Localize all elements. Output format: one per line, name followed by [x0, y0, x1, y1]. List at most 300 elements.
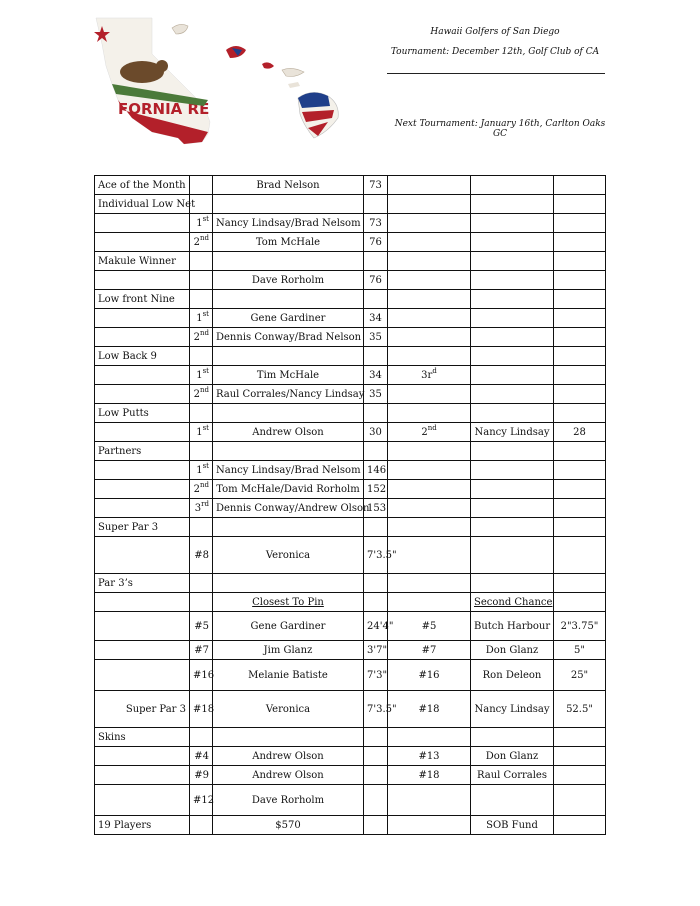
table-cell-c7: [554, 252, 606, 271]
table-cell-c1: [95, 612, 190, 641]
table-cell-c6: [471, 423, 554, 442]
table-row: [95, 537, 606, 574]
table-cell-c3: [213, 195, 364, 214]
table-cell-c5: [388, 214, 471, 233]
cell-text: #7: [194, 644, 209, 656]
cell-text: 34: [369, 312, 382, 324]
table-cell-c6: [471, 290, 554, 309]
table-cell-c5: [388, 728, 471, 747]
table-cell-c1: [95, 480, 190, 499]
table-cell-c7: [554, 271, 606, 290]
table-cell-c1: [95, 176, 190, 195]
table-cell-c7: [554, 747, 606, 766]
table-cell-c7: [554, 660, 606, 691]
cell-text: Nancy Lindsay/Brad Nelsom: [216, 217, 361, 229]
table-cell-c4: [364, 691, 397, 728]
table-cell-c3: [213, 518, 364, 537]
table-cell-c2: [190, 593, 213, 612]
ordinal-suffix: nd: [200, 480, 209, 489]
table-cell-c3: [213, 728, 364, 747]
table-cell-c5: [388, 233, 471, 252]
table-cell-c2: [190, 537, 213, 574]
table-row: [95, 214, 606, 233]
cell-text: 1: [196, 426, 203, 438]
table-row: [95, 728, 606, 747]
cell-text: #18: [193, 703, 215, 715]
cell-text: #8: [194, 549, 209, 561]
cell-text: Jim Glanz: [263, 644, 313, 656]
cell-text: Gene Gardiner: [250, 312, 326, 324]
table-cell-c1: [95, 195, 196, 214]
table-cell-c3: [213, 271, 364, 290]
table-row: [95, 328, 606, 347]
table-cell-c3: [213, 593, 364, 612]
table-cell-c4: [364, 252, 388, 271]
table-cell-c1: [95, 785, 190, 816]
table-cell-c1: [95, 499, 190, 518]
cell-text: Brad Nelson: [256, 179, 320, 191]
table-cell-c6: [471, 214, 554, 233]
table-cell-c1: [95, 328, 190, 347]
table-cell-c2: [190, 442, 213, 461]
cell-text: Second Chance: [474, 596, 553, 608]
table-cell-c6: [471, 404, 554, 423]
table-cell-c5: [388, 442, 471, 461]
cell-text: $570: [275, 819, 301, 831]
table-cell-c7: [554, 366, 606, 385]
california-hawaii-logo: [92, 14, 352, 154]
cell-text: #18: [418, 769, 440, 781]
cell-text: Par 3’s: [98, 577, 133, 589]
table-cell-c4: [364, 612, 394, 641]
table-cell-c6: [471, 385, 554, 404]
cell-text: Nancy Lindsay: [474, 426, 550, 438]
table-cell-c1: [95, 766, 190, 785]
table-cell-c3: [213, 385, 364, 404]
ordinal-suffix: st: [202, 309, 209, 318]
cell-text: Nancy Lindsay/Brad Nelsom: [216, 464, 361, 476]
table-cell-c2: [190, 691, 213, 728]
table-cell-c4: [364, 347, 388, 366]
table-cell-c4: [364, 423, 388, 442]
table-cell-c5: [388, 347, 471, 366]
cell-text: 19 Players: [98, 819, 152, 831]
table-cell-c7: [554, 423, 606, 442]
table-row: [95, 480, 606, 499]
table-cell-c4: [364, 641, 388, 660]
table-cell-c3: [213, 290, 364, 309]
table-cell-c5: [388, 612, 471, 641]
cell-text: Nancy Lindsay: [474, 703, 550, 715]
table-cell-c4: [364, 518, 388, 537]
table-cell-c3: [213, 461, 364, 480]
table-row: [95, 612, 606, 641]
table-cell-c4: [364, 766, 388, 785]
cell-text: Raul Corrales: [477, 769, 547, 781]
table-cell-c5: [388, 176, 471, 195]
table-cell-c2: [190, 574, 213, 593]
cell-text: 1: [196, 217, 203, 229]
table-cell-c1: [95, 574, 190, 593]
table-cell-c4: [364, 537, 397, 574]
cell-text: 73: [369, 217, 382, 229]
results-table: [94, 175, 606, 835]
table-cell-c4: [364, 499, 388, 518]
table-cell-c6: [471, 691, 554, 728]
table-cell-c6: [471, 499, 554, 518]
table-cell-c6: [471, 366, 554, 385]
cell-text: #16: [418, 669, 440, 681]
cell-text: Low Putts: [98, 407, 149, 419]
cell-text: Ron Deleon: [482, 669, 542, 681]
table-cell-c4: [364, 366, 388, 385]
cell-text: #13: [418, 750, 440, 762]
table-cell-c6: [471, 442, 554, 461]
table-row: [95, 290, 606, 309]
table-cell-c5: [388, 747, 471, 766]
table-cell-c2: [190, 660, 213, 691]
table-cell-c6: [471, 233, 554, 252]
table-cell-c5: [388, 480, 471, 499]
table-cell-c4: [364, 593, 388, 612]
table-cell-c2: [190, 728, 213, 747]
cell-text: 52.5": [566, 703, 593, 715]
table-cell-c6: [471, 461, 554, 480]
table-cell-c7: [554, 816, 606, 835]
table-cell-c1: [95, 290, 190, 309]
cell-text: 76: [369, 236, 382, 248]
table-row: [95, 766, 606, 785]
table-cell-c2: [190, 309, 213, 328]
ordinal-suffix: nd: [200, 328, 209, 337]
table-row: [95, 593, 606, 612]
table-cell-c3: [213, 309, 364, 328]
cell-text: 1: [196, 464, 203, 476]
table-cell-c2: [190, 214, 213, 233]
table-cell-c3: [213, 176, 364, 195]
table-cell-c5: [388, 816, 471, 835]
table-cell-c2: [190, 423, 213, 442]
table-cell-c5: [388, 252, 471, 271]
table-cell-c5: [388, 385, 471, 404]
table-cell-c4: [364, 785, 388, 816]
table-row: [95, 309, 606, 328]
table-cell-c4: [364, 480, 388, 499]
ordinal-suffix: nd: [427, 423, 437, 432]
table-cell-c7: [554, 480, 606, 499]
table-cell-c3: [213, 660, 364, 691]
table-cell-c2: [190, 461, 213, 480]
cell-text: Individual Low Net: [98, 198, 196, 210]
cell-text: #12: [193, 794, 215, 806]
table-cell-c4: [364, 574, 388, 593]
table-cell-c5: [388, 660, 471, 691]
table-cell-c3: [213, 785, 364, 816]
table-row: [95, 176, 606, 195]
table-cell-c7: [554, 309, 606, 328]
table-row: [95, 747, 606, 766]
table-cell-c2: [190, 385, 213, 404]
cell-text: 3: [194, 502, 202, 514]
table-cell-c7: [554, 785, 606, 816]
ordinal-suffix: st: [202, 423, 209, 432]
table-cell-c1: [95, 461, 190, 480]
table-cell-c5: [388, 195, 471, 214]
table-cell-c7: [554, 214, 606, 233]
table-cell-c3: [213, 233, 364, 252]
table-cell-c3: [213, 328, 364, 347]
table-cell-c4: [364, 195, 388, 214]
cell-text: #9: [194, 769, 209, 781]
table-cell-c7: [554, 233, 606, 252]
table-cell-c5: [388, 766, 471, 785]
table-cell-c1: [95, 271, 190, 290]
cell-text: Veronica: [265, 703, 311, 715]
next-tournament-info: Next Tournament: January 16th, Carlton Oaks GC: [394, 119, 606, 139]
table-cell-c2: [190, 747, 213, 766]
cell-text: 34: [369, 369, 382, 381]
table-cell-c1: [95, 691, 190, 728]
table-cell-c1: [95, 366, 190, 385]
table-cell-c7: [554, 728, 606, 747]
cell-text: 2"3.75": [560, 620, 599, 632]
table-row: [95, 785, 606, 816]
table-cell-c4: [364, 271, 388, 290]
table-cell-c4: [364, 385, 388, 404]
table-cell-c5: [388, 423, 471, 442]
table-cell-c2: [190, 499, 213, 518]
table-cell-c7: [554, 641, 606, 660]
table-cell-c3: [213, 480, 364, 499]
cell-text: Tim McHale: [256, 369, 320, 381]
table-row: [95, 574, 606, 593]
table-cell-c2: [190, 785, 213, 816]
table-cell-c3: [213, 641, 364, 660]
cell-text: Andrew Olson: [252, 750, 324, 762]
table-row: [95, 691, 606, 728]
ordinal-suffix: st: [202, 461, 209, 470]
table-row: [95, 366, 606, 385]
table-cell-c4: [364, 660, 388, 691]
table-cell-c4: [364, 816, 388, 835]
table-cell-c3: [213, 537, 364, 574]
table-cell-c7: [554, 612, 606, 641]
table-cell-c5: [388, 461, 471, 480]
table-row: [95, 660, 606, 691]
table-cell-c5: [388, 785, 471, 816]
table-cell-c7: [554, 574, 606, 593]
table-cell-c7: [554, 328, 606, 347]
cell-text: Dave Rorholm: [251, 274, 325, 286]
cell-text: Super Par 3: [98, 521, 159, 533]
cell-text: #7: [421, 644, 437, 656]
table-cell-c1: [95, 347, 190, 366]
table-cell-c5: [388, 641, 471, 660]
cell-text: 152: [367, 483, 387, 495]
table-cell-c3: [213, 816, 364, 835]
table-cell-c4: [364, 290, 388, 309]
ordinal-suffix: st: [202, 214, 209, 223]
cell-text: Tom McHale/David Rorholm: [216, 483, 360, 495]
table-cell-c1: [95, 233, 190, 252]
table-cell-c3: [213, 612, 364, 641]
table-cell-c6: [471, 612, 554, 641]
cell-text: 25": [570, 669, 589, 681]
table-row: [95, 641, 606, 660]
table-cell-c3: [213, 766, 364, 785]
table-row: [95, 195, 606, 214]
ordinal-suffix: rd: [201, 499, 209, 508]
table-cell-c5: [388, 593, 471, 612]
club-name: Hawaii Golfers of San Diego: [430, 27, 560, 37]
table-row: [95, 499, 606, 518]
table-cell-c7: [554, 385, 606, 404]
ordinal-suffix: d: [432, 366, 437, 375]
cell-text: Low Back 9: [98, 350, 157, 362]
table-cell-c1: [95, 404, 190, 423]
cell-text: Melanie Batiste: [248, 669, 328, 681]
table-cell-c5: [388, 271, 471, 290]
table-cell-c3: [213, 574, 364, 593]
table-cell-c7: [554, 195, 606, 214]
cell-text: Dennis Conway/Andrew Olson: [216, 502, 370, 514]
table-cell-c3: [213, 747, 364, 766]
table-cell-c2: [190, 290, 213, 309]
table-cell-c3: [213, 252, 364, 271]
table-cell-c7: [554, 176, 606, 195]
table-cell-c2: [190, 480, 213, 499]
table-cell-c7: [554, 404, 606, 423]
cell-text: Dave Rorholm: [251, 794, 325, 806]
table-cell-c1: [95, 518, 190, 537]
cell-text: 2: [193, 331, 200, 343]
table-cell-c2: [190, 404, 213, 423]
table-cell-c5: [388, 328, 471, 347]
cell-text: Tom McHale: [255, 236, 321, 248]
table-cell-c6: [471, 728, 554, 747]
table-cell-c5: [388, 691, 471, 728]
cell-text: Don Glanz: [485, 750, 539, 762]
table-cell-c2: [190, 176, 213, 195]
table-cell-c7: [554, 442, 606, 461]
table-cell-c3: [213, 347, 364, 366]
cell-text: Partners: [98, 445, 142, 457]
table-cell-c4: [364, 442, 388, 461]
cell-text: Andrew Olson: [252, 426, 324, 438]
table-cell-c7: [554, 537, 606, 574]
cell-text: 24'4": [367, 620, 394, 632]
table-cell-c3: [213, 691, 364, 728]
cell-text: #5: [421, 620, 437, 632]
table-cell-c4: [364, 233, 388, 252]
cell-text: 30: [369, 426, 382, 438]
table-cell-c6: [471, 785, 554, 816]
table-cell-c1: [95, 660, 190, 691]
table-cell-c1: [95, 537, 190, 574]
cell-text: 3r: [421, 369, 433, 381]
table-cell-c7: [554, 499, 606, 518]
table-cell-c5: [388, 290, 471, 309]
table-cell-c5: [388, 537, 471, 574]
cell-text: Veronica: [265, 549, 311, 561]
cell-text: Makule Winner: [98, 255, 176, 267]
cell-text: 2: [193, 236, 200, 248]
table-row: [95, 404, 606, 423]
table-cell-c4: [364, 747, 388, 766]
cell-text: #16: [193, 669, 215, 681]
table-cell-c1: [95, 252, 190, 271]
table-cell-c7: [554, 518, 606, 537]
table-cell-c6: [471, 309, 554, 328]
cell-text: SOB Fund: [486, 819, 538, 831]
table-cell-c7: [554, 691, 606, 728]
cell-text: 3'7": [367, 644, 388, 656]
table-cell-c7: [554, 290, 606, 309]
table-cell-c3: [213, 404, 364, 423]
table-cell-c3: [213, 442, 364, 461]
table-cell-c5: [388, 518, 471, 537]
table-cell-c6: [471, 574, 554, 593]
table-cell-c7: [554, 766, 606, 785]
table-row: [95, 442, 606, 461]
table-cell-c2: [190, 252, 213, 271]
table-cell-c7: [554, 347, 606, 366]
cell-text: 5": [574, 644, 585, 656]
table-cell-c3: [213, 366, 364, 385]
table-cell-c4: [364, 461, 388, 480]
table-cell-c3: [213, 423, 364, 442]
table-cell-c6: [471, 766, 554, 785]
table-cell-c2: [190, 347, 213, 366]
table-cell-c6: [471, 328, 554, 347]
table-cell-c5: [388, 499, 471, 518]
table-row: [95, 423, 606, 442]
table-cell-c1: [95, 214, 190, 233]
cell-text: 2: [421, 426, 428, 438]
cell-text: Skins: [98, 731, 126, 743]
tournament-info: Tournament: December 12th, Golf Club of CA: [390, 47, 600, 57]
table-cell-c1: [95, 816, 190, 835]
cell-text: 2: [193, 483, 200, 495]
cell-text: 2: [193, 388, 200, 400]
cell-text: 7'3": [367, 669, 388, 681]
cell-text: Andrew Olson: [252, 769, 324, 781]
cell-text: #18: [418, 703, 440, 715]
table-cell-c6: [471, 252, 554, 271]
table-row: [95, 518, 606, 537]
table-cell-c4: [364, 309, 388, 328]
cell-text: 35: [369, 331, 382, 343]
table-cell-c1: [95, 641, 190, 660]
table-row: [95, 461, 606, 480]
table-cell-c1: [95, 423, 190, 442]
cell-text: Butch Harbour: [474, 620, 551, 632]
cell-text: 1: [196, 369, 203, 381]
cell-text: Super Par 3: [125, 703, 186, 715]
table-cell-c6: [471, 641, 554, 660]
table-row: [95, 816, 606, 835]
table-cell-c4: [364, 328, 388, 347]
table-cell-c5: [388, 309, 471, 328]
cell-text: 7'3.5": [367, 549, 397, 561]
table-cell-c3: [213, 214, 364, 233]
cell-text: Raul Corrales/Nancy Lindsay: [216, 388, 365, 400]
header-divider: [387, 73, 605, 74]
cell-text: 28: [573, 426, 586, 438]
table-cell-c4: [364, 176, 388, 195]
table-cell-c6: [471, 537, 554, 574]
ordinal-suffix: nd: [200, 385, 209, 394]
